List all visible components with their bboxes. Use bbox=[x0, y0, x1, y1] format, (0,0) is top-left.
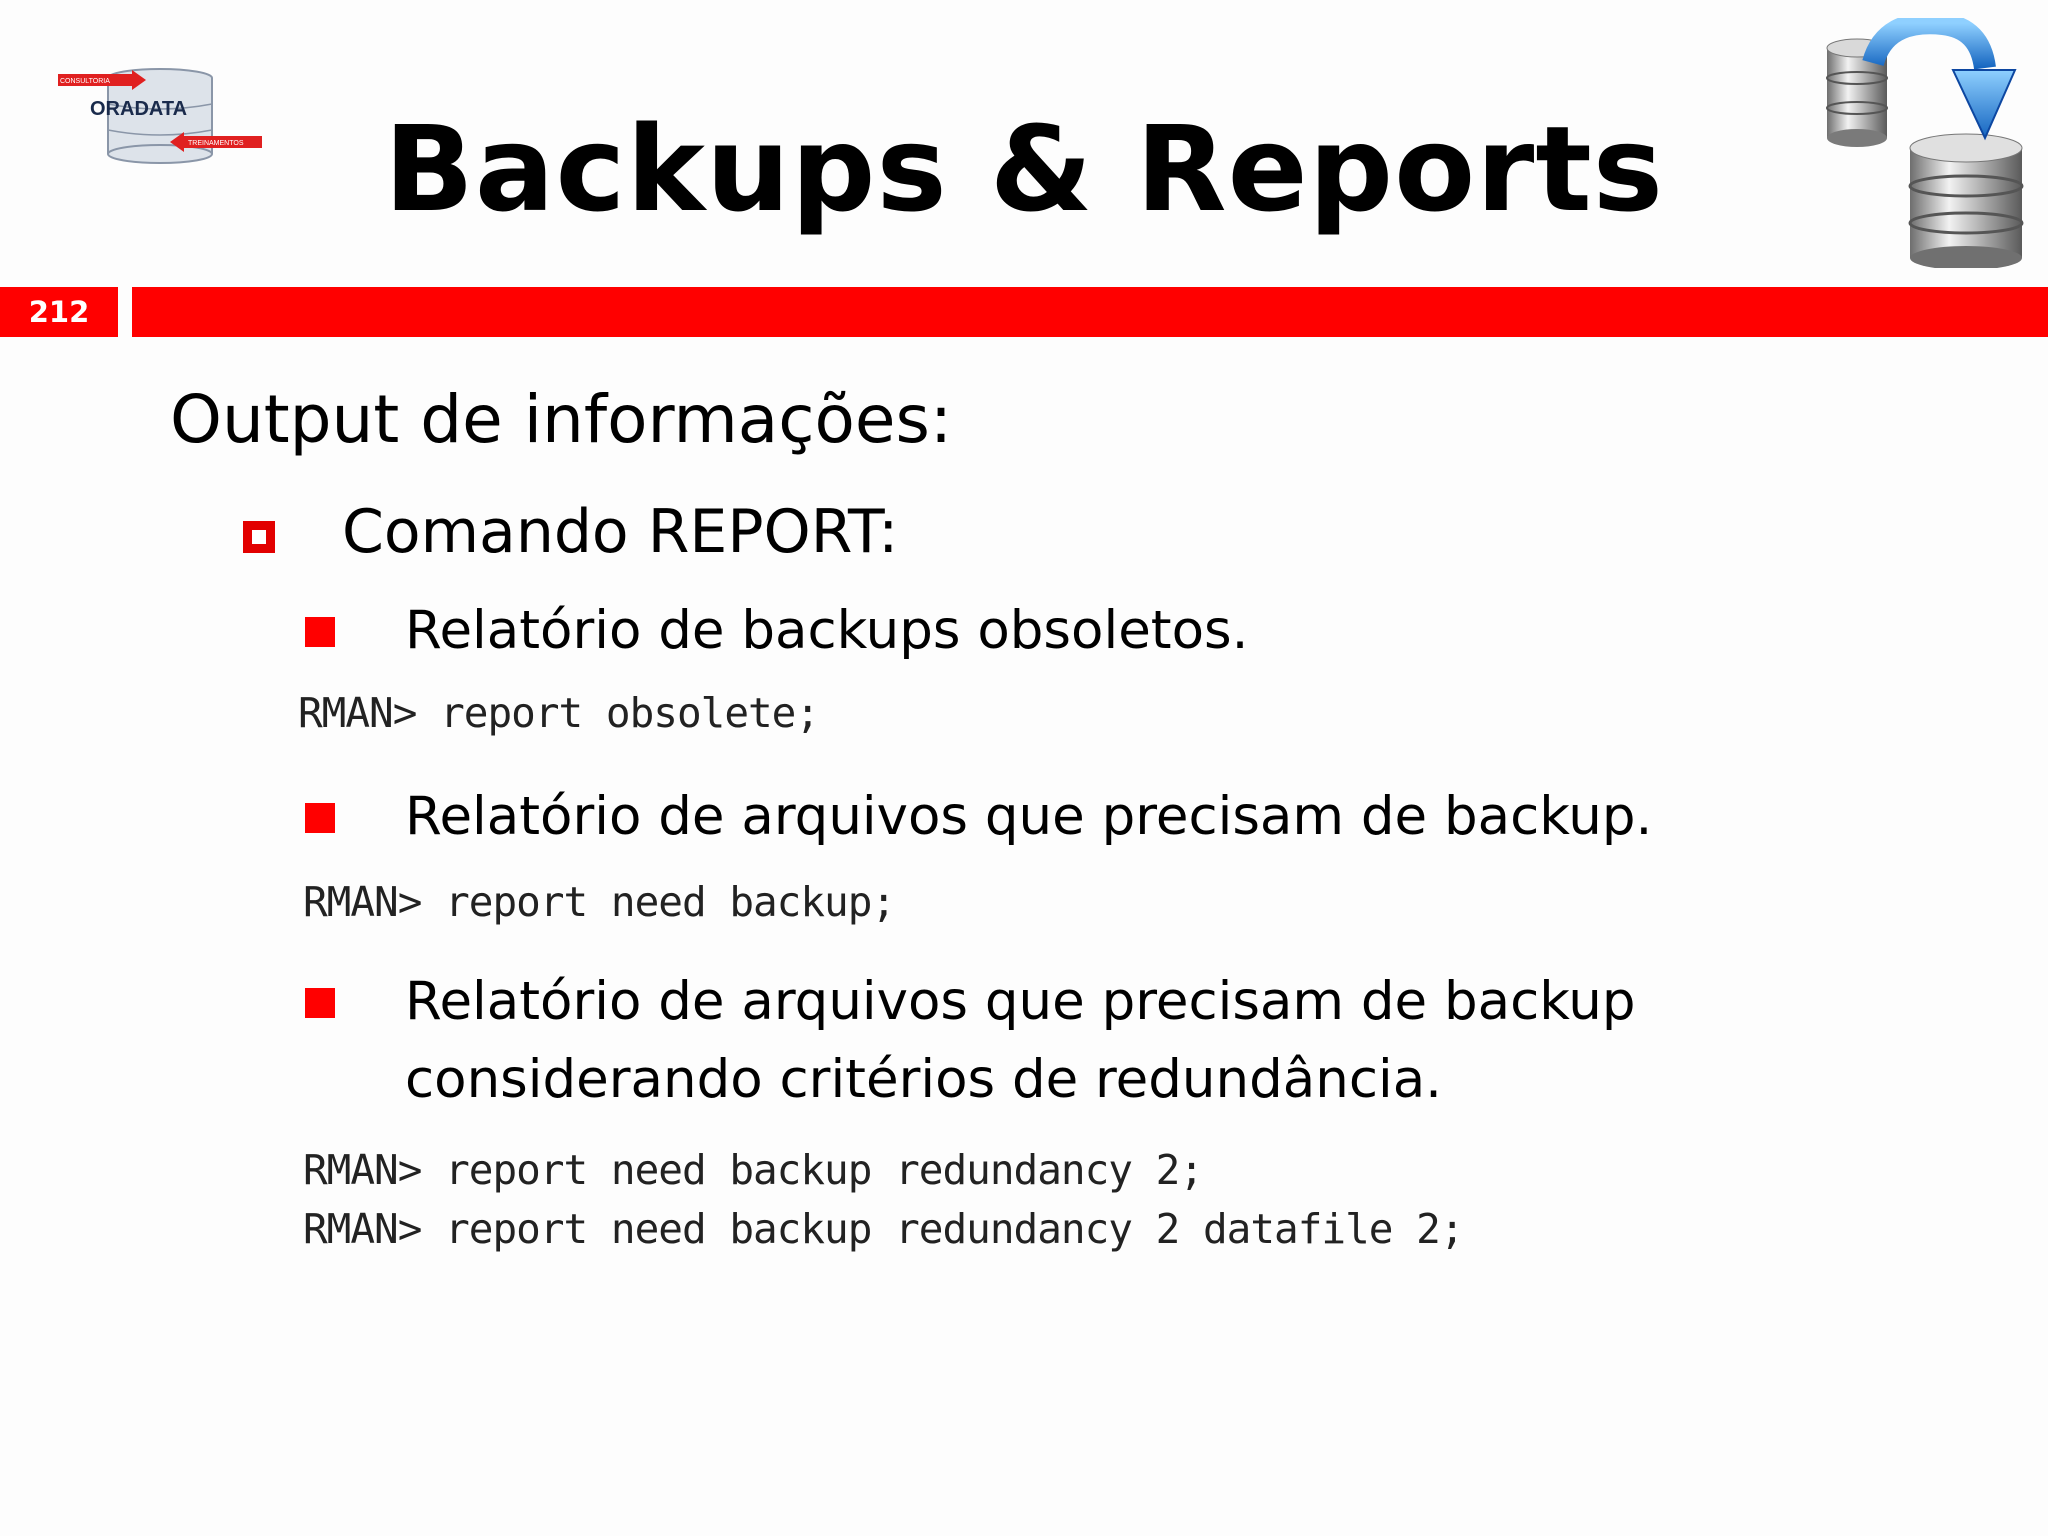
bullet-text: Relatório de arquivos que precisam de backup. bbox=[405, 786, 1653, 847]
hollow-square-bullet-icon bbox=[243, 521, 275, 553]
database-backup-icon bbox=[1815, 18, 2035, 268]
bullet-text: Relatório de arquivos que precisam de backup considerando critérios de redundância. bbox=[405, 971, 1636, 1110]
section-heading: Output de informações: bbox=[170, 381, 953, 458]
logo-top-text: CONSULTORIA bbox=[60, 78, 110, 85]
code-line: RMAN> report need backup redundancy 2; bbox=[303, 1146, 1203, 1194]
square-bullet-icon bbox=[305, 803, 335, 833]
square-bullet-icon bbox=[305, 617, 335, 647]
code-line: RMAN> report need backup redundancy 2 datafile 2; bbox=[303, 1205, 1464, 1253]
code-line: RMAN> report need backup; bbox=[303, 878, 896, 926]
slide-title: Backups & Reports bbox=[383, 100, 1665, 238]
header-divider-bar bbox=[132, 287, 2048, 337]
slide-number: 212 bbox=[0, 287, 118, 337]
bullet-text: Relatório de backups obsoletos. bbox=[405, 600, 1249, 661]
subheading: Comando REPORT: bbox=[342, 497, 899, 567]
square-bullet-icon bbox=[305, 988, 335, 1018]
logo-bottom-text: TREINAMENTOS bbox=[188, 140, 244, 147]
logo-name: ORADATA bbox=[90, 98, 188, 120]
code-line: RMAN> report obsolete; bbox=[298, 689, 820, 737]
